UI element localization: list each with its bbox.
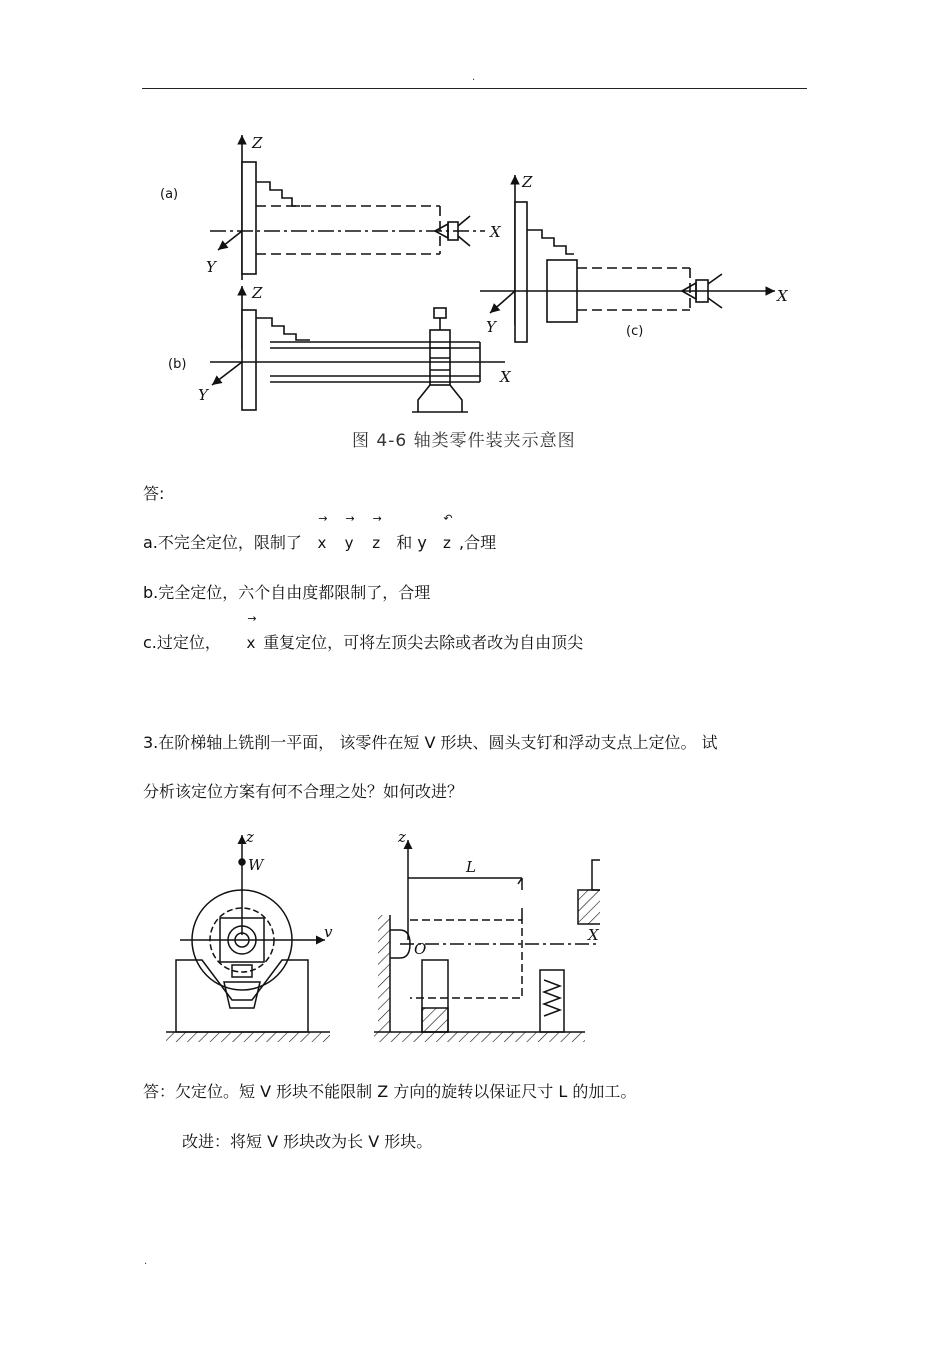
figure-shaft-clamping [150,120,810,460]
fig2-l-label: L [466,858,476,876]
line-a-and: 和 y [396,533,427,552]
fig1-y-label-c: Y [486,318,496,336]
arrow-right-icon: → [345,512,355,525]
fig1-z-label-a: Z [252,134,263,152]
fig1-x-label-c: X [777,287,788,305]
figure-v-block-locating [160,820,600,1060]
answer1-line-c [143,612,584,653]
question3-line2: 分析该定位方案有何不合理之处？如何改进？ [143,782,464,801]
rotation-arrow-icon: ↶ [443,512,453,525]
fig2-x-label: X [588,926,599,944]
answer1-line-b: b.完全定位，六个自由度都限制了，合理 [143,583,431,602]
fig1-y-label-b: Y [198,386,208,404]
var-z-translation: → z [369,533,383,553]
fig2-z-label-left: z [246,828,254,846]
var-x-translation: → x [315,533,329,553]
arrow-right-icon: → [318,512,328,525]
answer3-line1: 答：欠定位。短 V 形块不能限制 Z 方向的旋转以保证尺寸 L 的加工。 [143,1082,637,1101]
header-rule [142,88,807,89]
question3-line1: 3.在阶梯轴上铣削一平面， 该零件在短 V 形块、圆头支钉和浮动支点上定位。 试 [143,733,718,752]
arrow-right-icon: → [247,612,257,625]
line-a-prefix: a.不完全定位，限制了 [143,533,302,552]
line-c-prefix: c.过定位， [143,633,221,652]
line-c-suffix: 重复定位，可将左顶尖去除或者改为自由顶尖 [263,633,584,652]
var-z-rotation: ↶ z [440,533,454,553]
fig2-z-label-right: z [398,828,406,846]
fig1-x-label-a: X [490,223,501,241]
fig1-z-label-c: Z [522,173,533,191]
var-x-translation-c: → x [244,633,258,653]
fig1-y-label-a: Y [206,258,216,276]
fig1-label-a: (a) [160,187,179,202]
fig1-z-label-b: Z [252,284,263,302]
fig2-o-label: O [414,940,427,958]
answer1-intro: 答: [143,484,165,503]
line-a-suffix: ,合理 [459,533,497,552]
answer3-line2: 改进：将短 V 形块改为长 V 形块。 [182,1132,433,1151]
fig1-x-label-b: X [500,368,511,386]
fig1-caption: 图 4-6 轴类零件装夹示意图 [352,431,576,451]
var-y-translation: → y [342,533,356,553]
fig1-label-b: (b) [168,357,187,372]
answer1-line-a [143,512,497,553]
footer-dot: . [144,1256,148,1267]
fig2-y-label: v [324,923,333,941]
fig2-w-label: W [248,856,264,874]
header-dot: . [472,72,476,83]
arrow-right-icon: → [372,512,382,525]
fig1-label-c: (c) [626,324,644,339]
